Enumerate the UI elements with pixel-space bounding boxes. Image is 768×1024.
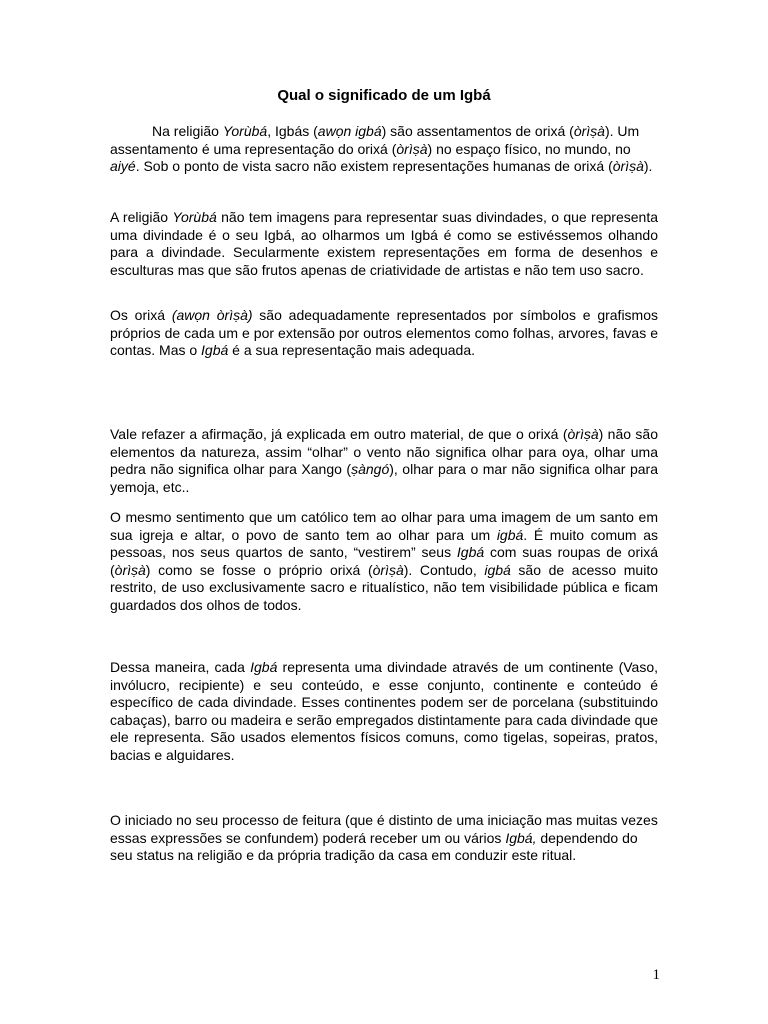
italic-term: Igbá xyxy=(456,544,485,560)
paragraph-text: , Igbás ( xyxy=(267,123,318,139)
paragraph-text: A religião xyxy=(110,209,173,225)
paragraph-text: ) são assentamentos de orixá ( xyxy=(381,123,574,139)
italic-term: igbá xyxy=(484,561,511,578)
paragraph-text: O iniciado no seu processo de feitura (que é distinto de uma iniciação mas muitas vezes essas expressões se confundem) poderá receber um ou vários xyxy=(110,812,658,846)
italic-term: Igbá xyxy=(250,659,278,675)
paragraph-text: não tem imagens para representar suas divindades, o que representa uma divindade é o seu Igbá, ao olharmos um Igbá é como se estivéssemos olhando para a divindade. Secularmente existem representações em forma de desenhos e esculturas mas que são frutos apenas de criatividade de artistas e não tem uso sacro. xyxy=(110,209,658,278)
paragraph-text: Dessa maneira, cada xyxy=(110,659,251,675)
page-number: 1 xyxy=(652,967,660,983)
italic-term: òrìṣà xyxy=(612,158,644,174)
italic-term: (awọn òrìṣà) xyxy=(171,307,253,323)
paragraph-text: representa uma divindade através de um continente (Vaso, invólucro, recipiente) e seu conteúdo, e esse conjunto, continente e conteúdo é específico de cada divindade. Esses continentes podem ser de porcelana (substituindo cabaças), barro ou madeira e serão empregados distintamente para cada divindade que ele representa. São usados elementos físicos comuns, como tigelas, sopeiras, pratos, bacias e alguidares. xyxy=(110,659,658,763)
paragraph-text: ). xyxy=(643,158,653,174)
paragraph-text: ). Contudo, xyxy=(403,561,485,578)
paragraph-text: . É muito comum as pessoas, nos seus quartos de santo, “vestirem” seus xyxy=(110,526,659,560)
paragraph-3 xyxy=(110,307,658,360)
paragraph-5 xyxy=(110,509,658,614)
italic-term: awọn igbá xyxy=(317,123,382,139)
italic-term: òrìṣà xyxy=(573,123,605,139)
paragraph-text: ) no espaço físico, no mundo, no xyxy=(427,140,631,157)
paragraph-text: Vale refazer a afirmação, já explicada em outro material, de que o orixá ( xyxy=(110,426,568,442)
paragraph-text: é a sua representação mais adequada. xyxy=(228,342,476,358)
paragraph-text: ). Um assentamento é uma representação do orixá ( xyxy=(110,123,640,157)
paragraph-text: O mesmo sentimento que um católico tem ao olhar para uma imagem de um santo em sua igreja e altar, o povo de santo tem ao olhar para um xyxy=(110,509,658,543)
paragraph-text: são adequadamente representados por símbolos e grafismos próprios de cada um e por extensão por outros elementos como folhas, arvores, favas e contas. Mas o xyxy=(110,307,658,358)
paragraph-text: ) não são elementos da natureza, assim “olhar” o vento não significa olhar para oya, olhar uma pedra não significa olhar para Xango ( xyxy=(110,426,659,477)
paragraph-7 xyxy=(110,812,658,865)
paragraph-text: Na religião xyxy=(152,123,223,139)
italic-term: òrìṣà xyxy=(396,140,428,157)
paragraph-text: . Sob o ponto de vista sacro não existem representações humanas de orixá ( xyxy=(135,158,613,174)
italic-term: òrìṣà xyxy=(567,426,599,442)
paragraph-6 xyxy=(110,659,658,764)
paragraph-text: ) como se fosse o próprio orixá ( xyxy=(145,561,373,578)
paragraph-text: Os orixá xyxy=(110,307,172,323)
italic-term: aiyé xyxy=(110,158,136,174)
paragraph-text: são de acesso muito restrito, de uso exclusivamente sacro e ritualístico, não tem visibilidade pública e ficam guardados dos olhos de todos. xyxy=(110,561,659,613)
page-title: Qual o significado de um Igbá xyxy=(277,87,491,104)
paragraph-text: ), olhar para o mar não significa olhar para yemoja, etc.. xyxy=(110,461,658,495)
paragraph-text: dependendo do seu status na religião e da própria tradição da casa em conduzir este ritual. xyxy=(110,829,638,863)
italic-term: Yorùbá xyxy=(172,209,217,225)
paragraph-4 xyxy=(110,426,658,496)
italic-term: igbá xyxy=(496,526,524,543)
paragraph-text: com suas roupas de orixá ( xyxy=(110,544,658,578)
italic-term: òrìṣà xyxy=(372,561,404,578)
italic-term: Igbá, xyxy=(505,829,537,846)
italic-term: Igbá xyxy=(201,342,229,358)
italic-term: Yorùbá xyxy=(222,123,268,139)
paragraph-2 xyxy=(110,209,658,279)
italic-term: ṣàngó xyxy=(351,461,390,477)
italic-term: òrìṣà xyxy=(114,561,146,578)
paragraph-1 xyxy=(110,123,658,176)
